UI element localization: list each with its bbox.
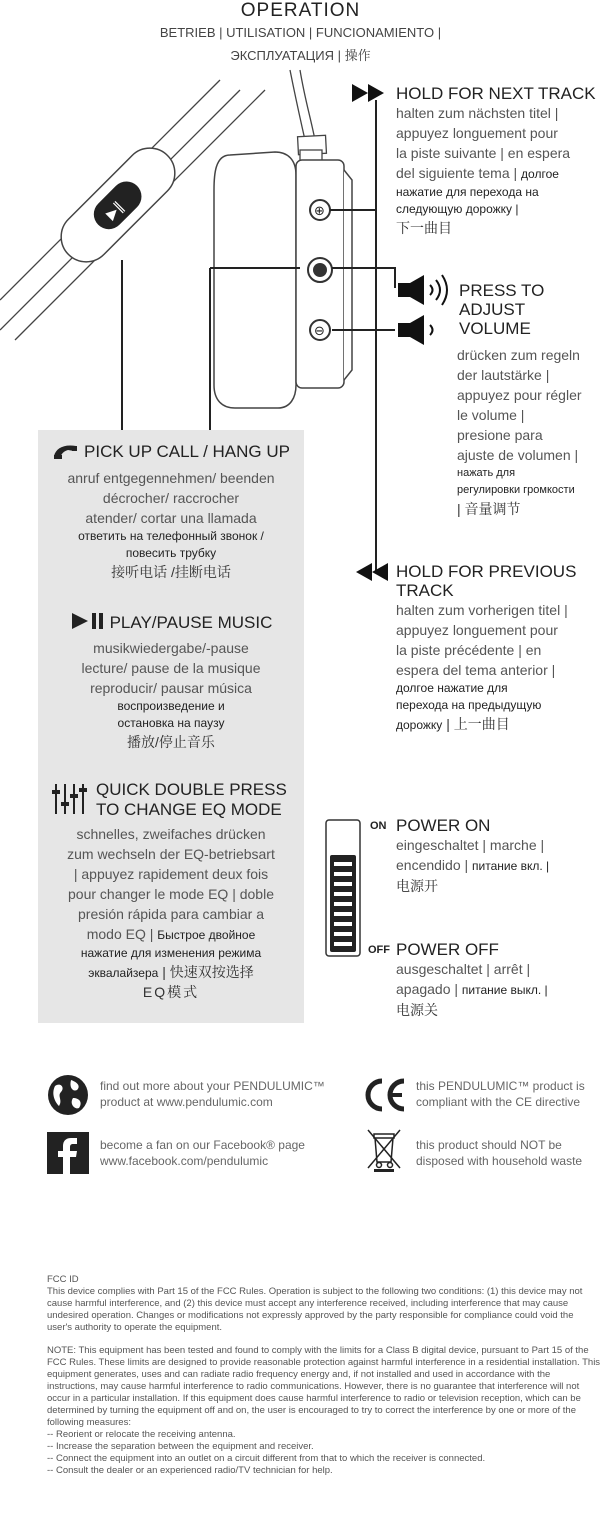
next-track-cn: 下一曲目 xyxy=(396,220,452,236)
prev-track-line-4: espera del tema anterior | xyxy=(396,662,556,678)
eq-line-4: pour changer le mode EQ | doble xyxy=(68,886,274,902)
prev-track-ru-2: перехода на предыдущую xyxy=(396,698,542,712)
eq-section xyxy=(38,780,304,1002)
inline-remote xyxy=(51,138,185,272)
play-heading: PLAY/PAUSE MUSIC xyxy=(38,612,304,634)
facebook-line-1: become a fan on our Facebook® page xyxy=(100,1138,305,1152)
next-track-line-3: la piste suivante | en espera xyxy=(396,145,571,161)
fcc-section xyxy=(47,1274,601,1477)
ce-line-2: compliant with the CE directive xyxy=(416,1095,581,1109)
fcc-paragraph-2: NOTE: This equipment has been tested and found to comply with the limits for a Class B digital device, pursuant to Part 15 of the FCC Rules. These limits are designed to provide reasonable protection against harmful interference in a residential installation. This equipment generates, uses and can radiate radio frequency energy and, if not installed and used in accordance with the instructions, may cause harmful interference to radio communications. However, there is no guarantee that interference will not occur in a particular installation. If this equipment does cause harmful interference to radio or television reception, which can be determined by turning the equipment off and on, the user is encouraged to try to correct the interference by one or more of the following measures: xyxy=(47,1345,601,1428)
prev-track-line-1: halten zum vorherigen titel | xyxy=(396,602,568,618)
eq-line-2: zum wechseln der EQ-betriebsart xyxy=(67,846,275,862)
call-cn: 接听电话 /挂断电话 xyxy=(111,564,231,580)
volume-line-1: drücken zum regeln xyxy=(457,347,580,363)
call-section xyxy=(38,442,304,582)
page-subtitle-2: ЭКСПЛУАТАЦИЯ | 操作 xyxy=(230,48,371,63)
svg-text:▶︎‖: ▶︎‖ xyxy=(103,198,128,223)
next-track-ru-1: нажатие для перехода на xyxy=(396,185,539,199)
page-subtitle: BETRIEB | UTILISATION | FUNCIONAMIENTO | xyxy=(159,25,442,40)
facebook-info xyxy=(100,1137,305,1169)
facebook-icon xyxy=(47,1132,89,1179)
play-line-1: musikwiedergabe/-pause xyxy=(93,640,249,656)
ce-info xyxy=(416,1078,585,1110)
fcc-paragraph-1: This device complies with Part 15 of the FCC Rules. Operation is subject to the following two conditions: (1) this device may not cause harmful interference, and (2) this device must accept any interference received, including interference that may cause undesired operation. Changes or modifications not expressly approved by the party responsible for compliance could void the user's authority to operate the equipment. xyxy=(47,1286,583,1333)
power-on-line-1: eingeschaltet | marche | xyxy=(396,837,545,853)
eq-line-3: | appuyez rapidement deux fois xyxy=(73,866,269,882)
prev-track-line-2: appuyez longuement pour xyxy=(396,622,558,638)
call-line-2: décrocher/ raccrocher xyxy=(102,490,240,506)
svg-text:⊕: ⊕ xyxy=(314,204,325,219)
play-cn: 播放/停止音乐 xyxy=(127,734,215,750)
globe-icon xyxy=(47,1074,89,1121)
play-line-2: lecture/ pause de la musique xyxy=(81,660,261,676)
ce-line-1: this PENDULUMIC™ product is xyxy=(416,1079,585,1093)
prev-track-cn: дорожку | 上一曲目 xyxy=(396,716,510,732)
next-track-line-4: del siguiente tema | долгое xyxy=(396,165,559,181)
volume-ru-2: регулировки громкости xyxy=(457,484,575,496)
volume-heading-2: ADJUST xyxy=(459,300,526,319)
eq-line-5: presión rápida para cambiar a xyxy=(78,906,264,922)
play-pause-icon xyxy=(70,612,106,634)
weee-line-1: this product should NOT be xyxy=(416,1138,562,1152)
volume-heading-1: PRESS TO xyxy=(459,281,545,300)
volume-heading-3: VOLUME xyxy=(459,319,531,338)
prev-track-line-3: la piste précédente | en xyxy=(396,642,542,658)
power-off-line-1: ausgeschaltet | arrêt | xyxy=(396,961,531,977)
power-on-line-2: encendido | питание вкл. | xyxy=(396,857,550,873)
eq-cn-2: EQ模式 xyxy=(142,984,200,1000)
page-title: OPERATION xyxy=(240,0,361,21)
volume-line-6: ajuste de volumen | xyxy=(457,447,579,463)
weee-bin-icon xyxy=(366,1128,402,1177)
power-on-cn: 电源开 xyxy=(396,878,438,894)
eq-heading-1: QUICK DOUBLE PRESS xyxy=(96,780,287,799)
fcc-title: FCC ID xyxy=(47,1274,79,1285)
power-off-cn: 电源关 xyxy=(396,1002,438,1018)
prev-track-heading-1: HOLD FOR PREVIOUS xyxy=(396,562,577,581)
next-track-ru-2: следующую дорожку | xyxy=(396,202,519,216)
power-off-heading: POWER OFF xyxy=(396,940,499,959)
rewind-icon xyxy=(356,563,388,581)
equalizer-icon xyxy=(52,782,92,821)
weee-info xyxy=(416,1137,582,1169)
power-off-line-2: apagado | питание выкл. | xyxy=(396,981,548,997)
website-line-2[interactable]: product at www.pendulumic.com xyxy=(100,1095,273,1109)
fcc-measure-4: -- Consult the dealer or an experienced radio/TV technician for help. xyxy=(47,1465,333,1476)
eq-cn-1: эквалайзера | 快速双按选择 xyxy=(88,964,254,980)
volume-down-icon xyxy=(398,315,433,345)
prev-track-section xyxy=(396,562,601,734)
play-ru-1: воспроизведение и xyxy=(117,699,225,713)
call-ru-1: ответить на телефонный звонок / xyxy=(78,529,264,543)
fcc-measure-2: -- Increase the separation between the equipment and receiver. xyxy=(47,1441,314,1452)
power-on-heading: POWER ON xyxy=(396,816,491,835)
volume-line-2: der lautstärke | xyxy=(457,367,550,383)
facebook-line-2[interactable]: www.facebook.com/pendulumic xyxy=(100,1154,269,1168)
power-switch-icon xyxy=(326,820,360,956)
volume-line-5: presione para xyxy=(457,427,543,443)
prev-track-heading-2: TRACK xyxy=(396,581,454,600)
website-info xyxy=(100,1078,325,1110)
power-off-section xyxy=(396,940,601,1020)
call-line-1: anruf entgegennehmen/ beenden xyxy=(67,470,275,486)
volume-up-icon xyxy=(398,275,447,305)
volume-description xyxy=(457,345,601,519)
volume-line-3: appuyez pour régler xyxy=(457,387,582,403)
svg-text:⊖: ⊖ xyxy=(314,324,325,339)
prev-track-ru-1: долгое нажатие для xyxy=(396,681,508,695)
eq-ru-1: нажатие для изменения режима xyxy=(80,946,262,960)
call-line-3: atender/ cortar una llamada xyxy=(85,510,257,526)
power-on-badge: ON xyxy=(370,820,387,832)
volume-ru-1: нажать для xyxy=(457,467,516,479)
fcc-measure-1: -- Reorient or relocate the receiving antenna. xyxy=(47,1429,236,1440)
website-line-1: find out more about your PENDULUMIC™ xyxy=(100,1079,325,1093)
next-track-section xyxy=(396,84,601,238)
power-off-badge: OFF xyxy=(368,944,390,956)
play-ru-2: остановка на паузу xyxy=(117,716,225,730)
call-ru-2: повесить трубку xyxy=(125,546,217,560)
volume-cn: | 音量调节 xyxy=(457,501,521,517)
volume-section xyxy=(459,281,601,338)
call-heading: PICK UP CALL / HANG UP xyxy=(38,442,304,464)
eq-heading-2: TO CHANGE EQ MODE xyxy=(96,800,282,819)
next-track-line-1: halten zum nächsten titel | xyxy=(396,105,559,121)
eq-heading xyxy=(38,780,304,820)
next-track-line-2: appuyez longuement pour xyxy=(396,125,558,141)
volume-line-4: le volume | xyxy=(457,407,525,423)
fcc-measure-3: -- Connect the equipment into an outlet on a circuit different from that to which the receiver is connected. xyxy=(47,1453,486,1464)
play-line-3: reproducir/ pausar música xyxy=(90,680,252,696)
eq-line-6: modo EQ | Быстрое двойное xyxy=(86,926,256,942)
power-on-section xyxy=(396,816,601,896)
phone-icon xyxy=(52,442,78,464)
play-section xyxy=(38,612,304,752)
next-track-heading: HOLD FOR NEXT TRACK xyxy=(396,84,596,103)
ce-mark-icon xyxy=(362,1078,408,1117)
eq-line-1: schnelles, zweifaches drücken xyxy=(76,826,266,842)
weee-line-2: disposed with household waste xyxy=(416,1154,583,1168)
fast-forward-icon xyxy=(352,84,384,102)
controls-panel xyxy=(38,430,304,1023)
